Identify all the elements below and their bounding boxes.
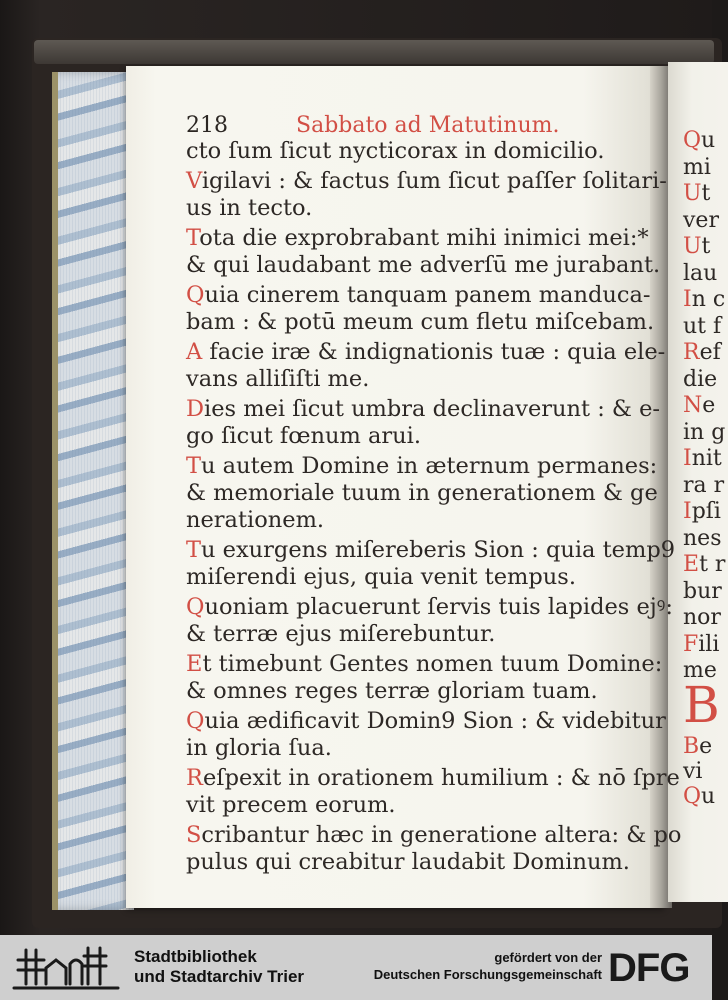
text-line xyxy=(186,594,673,621)
rubric-initial: R xyxy=(186,765,203,791)
rubric-initial: I xyxy=(683,287,692,312)
rubric-initial: U xyxy=(683,181,702,206)
line-text: igilavi : & factus ſum ſicut paſſer ſolitari- xyxy=(201,168,667,194)
line-text: eſpexit in orationem humilium : & nō ſpre xyxy=(202,765,680,791)
facing-text-fragment xyxy=(683,578,722,604)
facing-text-fragment xyxy=(683,393,716,418)
rubric-initial: T xyxy=(186,537,202,563)
text-line xyxy=(186,423,656,450)
facing-text-fragment xyxy=(683,525,722,551)
line-text: cribantur hæc in generatione altera: & po xyxy=(201,822,682,848)
fragment-text: u xyxy=(701,128,716,153)
text-line xyxy=(186,849,656,876)
rubric-initial: Q xyxy=(683,128,702,153)
line-text: & terræ ejus miſerebuntur. xyxy=(186,621,496,647)
facing-text-fragment xyxy=(683,784,716,809)
facing-text-fragment xyxy=(683,552,726,577)
fragment-text: e xyxy=(702,393,716,418)
fragment-text: lau xyxy=(683,260,718,286)
fragment-text: bur xyxy=(683,578,722,604)
facing-text-fragment xyxy=(683,759,712,784)
text-line xyxy=(186,621,656,648)
fragment-text: nor xyxy=(683,605,721,630)
fragment-text: e xyxy=(699,734,713,759)
line-text: in gloria ſua. xyxy=(186,735,332,761)
text-line xyxy=(186,225,656,252)
rubric-initial: D xyxy=(186,396,205,422)
line-text: ota die exprobrabant mihi inimici mei:* xyxy=(199,225,649,251)
rubric-initial: Q xyxy=(683,784,702,809)
line-text: miſerendi ejus, quia venit tempus. xyxy=(186,564,576,590)
fragment-text: n c xyxy=(691,287,726,312)
facing-text-fragment xyxy=(683,128,716,153)
line-text: vit precem eorum. xyxy=(186,792,396,818)
text-line xyxy=(186,168,667,195)
rubric-initial: Q xyxy=(186,708,205,734)
facing-text-fragment xyxy=(683,313,722,339)
text-line xyxy=(186,138,656,165)
text-line xyxy=(186,651,663,678)
fragment-text: t r xyxy=(699,552,726,577)
fragment-text: in g xyxy=(683,419,726,445)
facing-text-fragment xyxy=(683,340,721,365)
stadtbibliothek-logo-icon xyxy=(10,940,122,996)
rubric-initial: V xyxy=(186,168,202,194)
page-fore-edge xyxy=(52,72,134,910)
text-line xyxy=(186,708,666,735)
text-line xyxy=(186,396,661,423)
line-text: nerationem. xyxy=(186,507,325,533)
text-line xyxy=(186,564,656,591)
facing-big-initial: B xyxy=(683,676,720,734)
institution-name: Stadtbibliothek und Stadtarchiv Trier xyxy=(134,947,305,986)
rubric-initial: U xyxy=(683,234,702,259)
facing-text-fragment xyxy=(683,155,712,180)
line-text: uia cinerem tanquam panem manduca- xyxy=(204,282,651,308)
line-text: uoniam placuerunt ſervis tuis lapides ejꝰ: xyxy=(204,594,673,620)
rubric-initial: R xyxy=(683,340,700,365)
rubric-initial: Q xyxy=(186,594,205,620)
line-text: bam : & potū meum cum fletu miſcebam. xyxy=(186,309,655,335)
page-title: Sabbato ad Matutinum. xyxy=(296,113,560,138)
facing-text-fragment xyxy=(683,207,719,233)
text-line xyxy=(186,735,656,762)
text-line xyxy=(186,480,656,507)
fragment-text: ut f xyxy=(683,313,722,339)
line-text: go ſicut fœnum arui. xyxy=(186,423,421,449)
fragment-text: pſi xyxy=(691,499,721,524)
text-line xyxy=(186,282,656,309)
text-line xyxy=(186,765,680,792)
facing-text-fragment xyxy=(683,499,721,524)
line-text: pulus qui creabitur laudabit Dominum. xyxy=(186,849,630,875)
text-line xyxy=(186,678,656,705)
fragment-text: ra r xyxy=(683,472,725,498)
line-text: t timebunt Gentes nomen tuum Domine: xyxy=(202,651,663,677)
facing-text-fragment xyxy=(683,366,718,392)
rubric-initial: E xyxy=(186,651,203,677)
rubric-initial: E xyxy=(683,552,700,577)
rubric-initial: T xyxy=(186,225,200,251)
line-text: cto ſum ſicut nycticorax in domicilio. xyxy=(186,138,605,164)
page-header xyxy=(186,113,560,138)
facing-text-fragment xyxy=(683,234,712,259)
line-text: u exurgens miſereberis Sion : quia temp9 xyxy=(201,537,676,563)
book-spine-top xyxy=(34,40,714,64)
facing-text-fragment xyxy=(683,605,721,630)
facing-text-fragment xyxy=(683,287,726,312)
text-line xyxy=(186,792,656,819)
fragment-text: ver xyxy=(683,207,719,233)
line-text: uia ædificavit Domin9 Sion : & videbitur xyxy=(204,708,666,734)
fragment-text: vi xyxy=(683,759,703,784)
fragment-text: me xyxy=(683,658,717,683)
fragment-text: ili xyxy=(698,631,720,657)
line-text: & qui laudabant me adverſū me jurabant. xyxy=(186,252,661,278)
rubric-initial: F xyxy=(683,631,699,657)
line-text: u autem Domine in æternum permanes: xyxy=(201,453,658,479)
fragment-text: ef xyxy=(699,340,721,365)
line-text: us in tecto. xyxy=(186,195,313,221)
psalm-text xyxy=(186,138,682,876)
text-line xyxy=(186,339,666,366)
fragment-text: die xyxy=(683,366,718,392)
rubric-initial: I xyxy=(683,446,692,471)
fragment-text: t xyxy=(701,181,711,206)
fragment-text: nes xyxy=(683,525,722,551)
rubric-initial: T xyxy=(186,453,202,479)
page-number: 218 xyxy=(186,113,228,138)
line-text: ies mei ſicut umbra declinaverunt : & e- xyxy=(204,396,661,422)
rubric-initial: I xyxy=(683,499,692,524)
fragment-text: mi xyxy=(683,154,711,180)
facing-text-fragment xyxy=(683,260,718,286)
text-line xyxy=(186,507,656,534)
rubric-initial: A xyxy=(186,339,203,365)
facing-text-fragment xyxy=(683,472,725,498)
rubric-initial: Q xyxy=(186,282,205,308)
text-line xyxy=(186,252,661,279)
line-text: vans alliſiſti me. xyxy=(186,366,370,392)
line-text: facie iræ & indignationis tuæ : quia ele- xyxy=(202,339,666,365)
dfg-logo: DFG xyxy=(608,946,690,990)
rubric-initial: B xyxy=(683,734,700,759)
facing-text-fragment xyxy=(683,419,726,445)
text-line xyxy=(186,309,656,336)
rubric-initial: S xyxy=(186,822,202,848)
text-line xyxy=(186,822,682,849)
facing-text-fragment xyxy=(683,631,720,657)
text-line xyxy=(186,453,656,480)
fragment-text: t xyxy=(701,234,711,259)
fragment-text: u xyxy=(701,784,716,809)
text-line xyxy=(186,537,676,564)
facing-text-fragment xyxy=(683,734,712,759)
line-text: & omnes reges terræ gloriam tuam. xyxy=(186,678,598,704)
facing-text-fragment xyxy=(683,181,712,206)
line-text: & memoriale tuum in generationem & ge xyxy=(186,480,658,506)
text-line xyxy=(186,366,656,393)
fragment-text: nit xyxy=(691,446,722,471)
text-line xyxy=(186,195,656,222)
facing-text-fragment xyxy=(683,446,722,471)
funder-text: gefördert von der Deutschen Forschungsgemeinschaft xyxy=(373,950,602,982)
rubric-initial: N xyxy=(683,393,703,418)
footer-bar xyxy=(0,935,712,1000)
